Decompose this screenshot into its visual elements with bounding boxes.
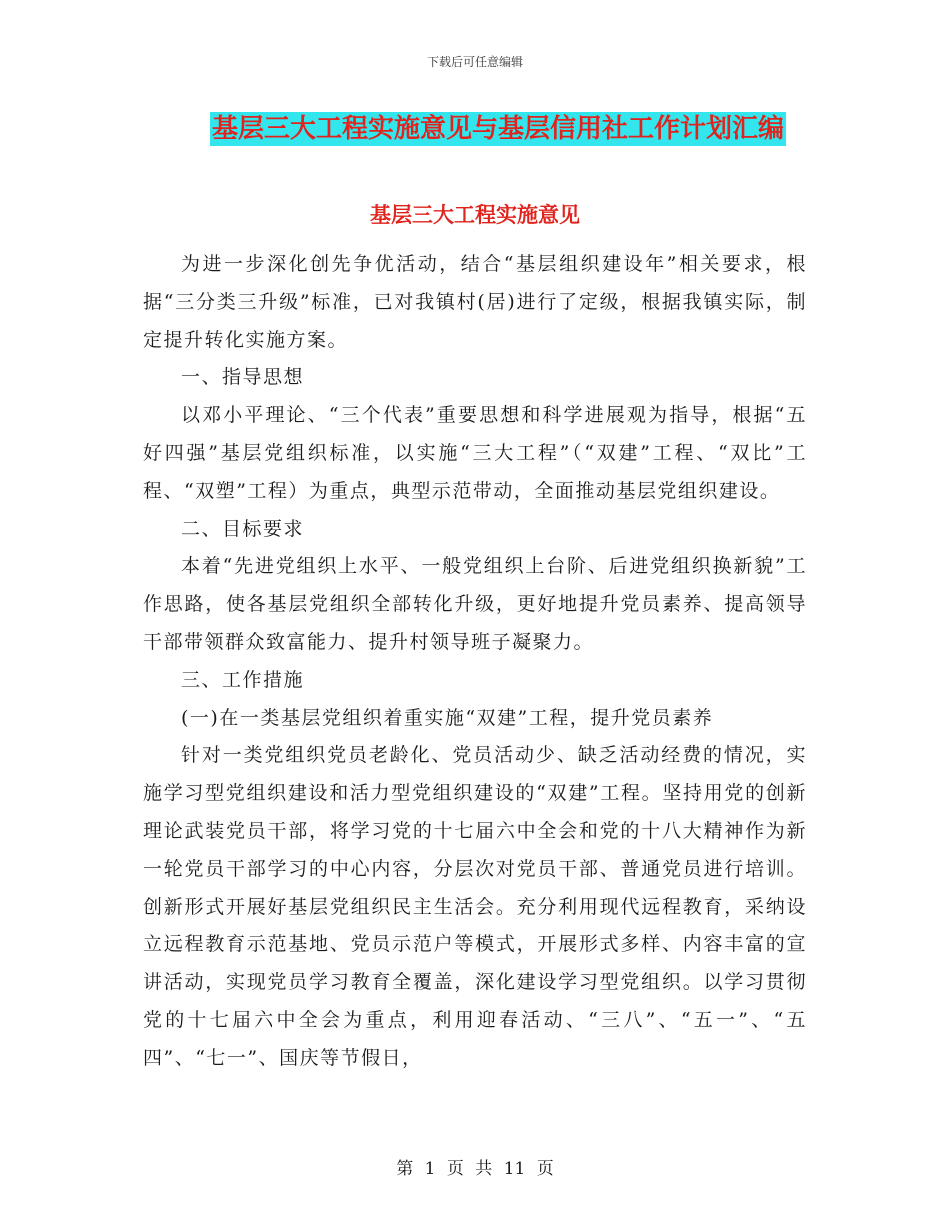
heading-goals: 二、目标要求 <box>181 517 305 540</box>
page-header-note: 下载后可任意编辑 <box>426 55 523 69</box>
document-body <box>143 246 807 1078</box>
goals-paragraph: 本着“先进党组织上水平、一般党组织上台阶、后进党组织换新貌”工作思路，使各基层党组织全部转化升级，更好地提升党员素养、提高领导干部带领群众致富能力、提升村领导班子凝聚力。 <box>143 555 807 653</box>
main-title-container <box>0 112 950 146</box>
intro-paragraph: 为进一步深化创先争优活动，结合“基层组织建设年”相关要求，根据“三分类三升级”标准，已对我镇村(居)进行了定级，根据我镇实际，制定提升转化实施方案。 <box>143 253 807 351</box>
heading-measures: 三、工作措施 <box>181 668 305 691</box>
subheading-measure-one: (一)在一类基层党组织着重实施“双建”工程，提升党员素养 <box>181 706 714 729</box>
measure-one-paragraph: 针对一类党组织党员老龄化、党员活动少、缺乏活动经费的情况，实施学习型党组织建设和活力型党组织建设的“双建”工程。坚持用党的创新理论武装党员干部，将学习党的十七届六中全会和党的十八大精神作为新一轮党员干部学习的中心内容，分层次对党员干部、普通党员进行培训。创新形式开展好基层党组织民主生活会。充分利用现代远程教育，采纳设立远程教育示范基地、党员示范户等模式，开展形式多样、内容丰富的宣讲活动，实现党员学习教育全覆盖，深化建设学习型党组织。以学习贯彻党的十七届六中全会为重点，利用迎春活动、“三八”、“五一”、“五四”、“七一”、国庆等节假日， <box>143 744 807 1069</box>
page-footer: 第 1 页 共 11 页 <box>396 1159 554 1179</box>
heading-guiding-thought: 一、指导思想 <box>181 366 305 389</box>
section-title: 基层三大工程实施意见 <box>370 202 580 227</box>
document-title: 基层三大工程实施意见与基层信用社工作计划汇编 <box>211 114 784 144</box>
guiding-thought-paragraph: 以邓小平理论、“三个代表”重要思想和科学进展观为指导，根据“五好四强”基层党组织标准，以实施“三大工程”（“双建”工程、“双比”工程、“双塑”工程）为重点，典型示范带动，全面推动基层党组织建设。 <box>143 404 807 502</box>
